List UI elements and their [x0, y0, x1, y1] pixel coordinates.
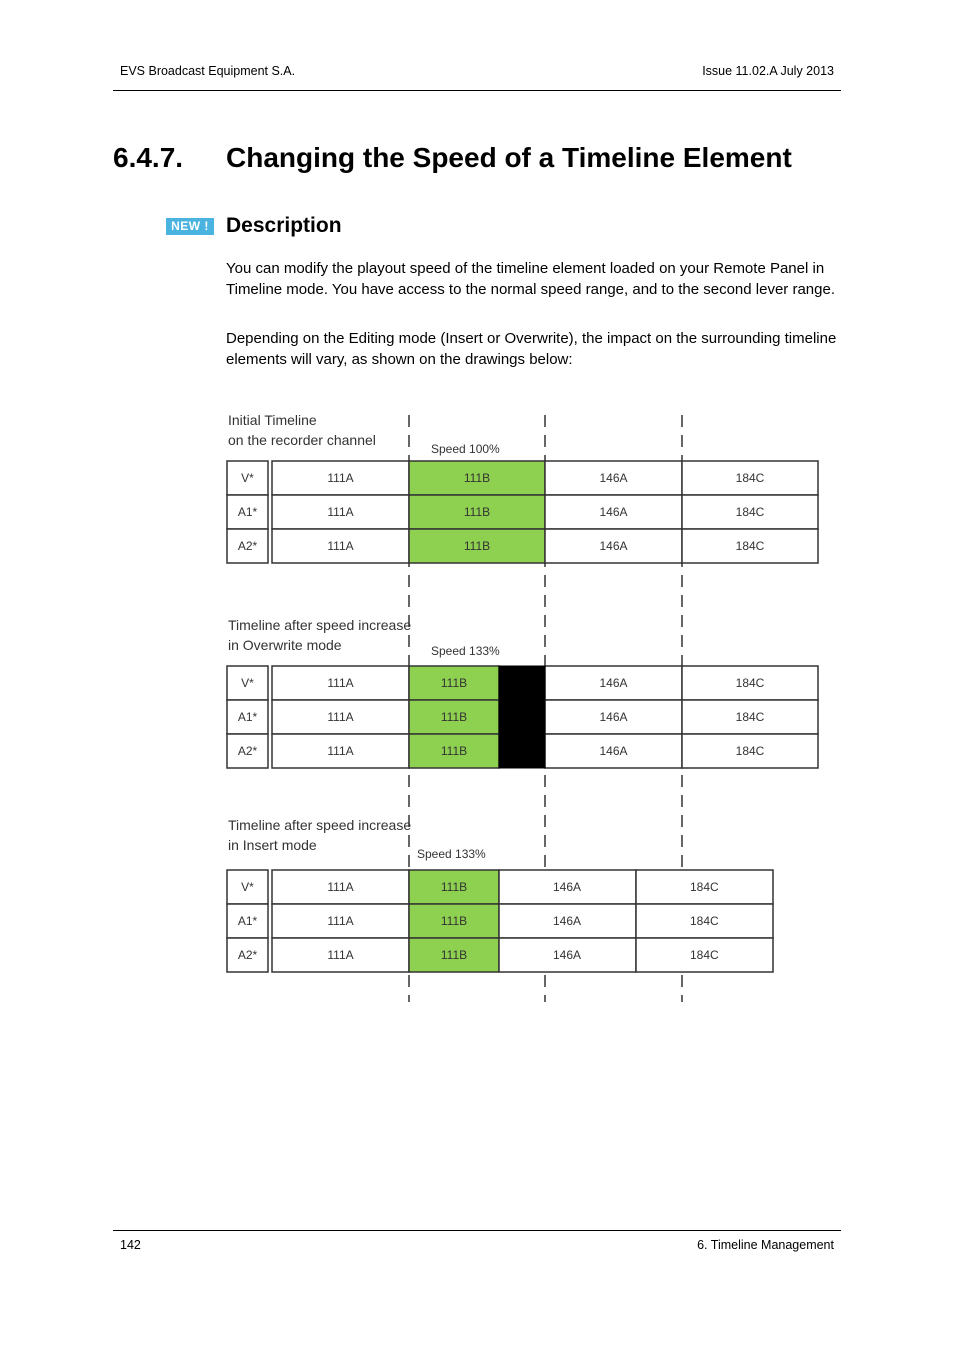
footer-rule [113, 1230, 841, 1231]
panel-3-label-line-2: in Insert mode [228, 837, 317, 853]
panel-1-track-label-2: A1* [237, 505, 258, 519]
panel-3-clip-label-2-1: 111A [327, 914, 354, 928]
panel-2-black-gap-3 [499, 734, 545, 768]
panel-1-speed-label: Speed 100% [431, 442, 500, 456]
panel-3-clip-label-3-3: 146A [553, 948, 582, 962]
panel-2-clip-label-3-4: 184C [735, 744, 765, 758]
panel-1-clip-label-3-3: 146A [599, 539, 628, 553]
panel-2-black-gap-2 [499, 700, 545, 734]
panel-2-clip-label-1-2: 111B [440, 676, 468, 690]
section-title-text: Changing the Speed of a Timeline Element [226, 142, 792, 173]
panel-2-clip-label-2-3: 146A [599, 710, 628, 724]
panel-3-clip-label-2-2: 111B [440, 914, 468, 928]
panel-1-clip-label-1-1: 111A [327, 471, 354, 485]
panel-2-track-label-2: A1* [237, 710, 258, 724]
panel-3-label-line-1: Timeline after speed increase [228, 817, 412, 833]
panel-1-clip-label-1-3: 146A [599, 471, 628, 485]
panel-2-speed-label: Speed 133% [431, 644, 500, 658]
panel-2-clip-label-3-2: 111B [440, 744, 468, 758]
panel-3-speed-label: Speed 133% [417, 847, 486, 861]
panel-2-clip-label-2-2: 111B [440, 710, 468, 724]
header-issue: Issue 11.02.A July 2013 [702, 64, 834, 78]
panel-2-label-line-1: Timeline after speed increase [228, 617, 412, 633]
panel-2-track-label-1: V* [241, 676, 254, 690]
panel-3-clip-label-2-3: 146A [553, 914, 582, 928]
panel-3-clip-label-1-1: 111A [327, 880, 354, 894]
footer-chapter: 6. Timeline Management [697, 1238, 834, 1252]
panel-2-clip-label-3-1: 111A [327, 744, 354, 758]
panel-1-label-line-1: Initial Timeline [228, 412, 317, 428]
panel-2-clip-label-1-1: 111A [327, 676, 354, 690]
panel-1-clip-label-3-1: 111A [327, 539, 354, 553]
panel-3-clip-label-2-4: 184C [690, 914, 719, 928]
panel-3-clip-label-3-2: 111B [440, 948, 468, 962]
panel-3-clip-label-3-4: 184C [690, 948, 719, 962]
panel-1-clip-label-2-4: 184C [735, 505, 765, 519]
panel-3-track-label-3: A2* [237, 948, 258, 962]
paragraph-editing-mode: Depending on the Editing mode (Insert or Overwrite), the impact on the surrounding timeline elements will vary, as shown on the drawings below: [226, 330, 837, 368]
panel-3-track-label-2: A1* [237, 914, 258, 928]
panel-1-label-line-2: on the recorder channel [228, 432, 376, 448]
panel-3-clip-label-1-3: 146A [553, 880, 582, 894]
panel-1-clip-label-2-2: 111B [463, 505, 491, 519]
panel-1-track-label-3: A2* [237, 539, 258, 553]
panel-2-clip-label-1-4: 184C [735, 676, 765, 690]
panel-3-clip-label-3-1: 111A [327, 948, 354, 962]
panel-1-clip-label-3-2: 111B [463, 539, 491, 553]
description-heading: Description [226, 214, 342, 237]
paragraph-speed-intro: You can modify the playout speed of the timeline element loaded on your Remote Panel in Timeline mode. You have access to the normal speed range, and to the second lever range. [226, 260, 835, 298]
panel-2-black-gap-1 [499, 666, 545, 700]
panel-3-clip-label-1-2: 111B [440, 880, 468, 894]
panel-2-track-label-3: A2* [237, 744, 258, 758]
panel-2-clip-label-2-1: 111A [327, 710, 354, 724]
header-company: EVS Broadcast Equipment S.A. [120, 64, 296, 78]
panel-1-clip-label-3-4: 184C [735, 539, 765, 553]
panel-3-track-label-1: V* [241, 880, 254, 894]
panel-2-label-line-2: in Overwrite mode [228, 637, 342, 653]
panel-1-track-label-1: V* [241, 471, 254, 485]
panel-2-clip-label-3-3: 146A [599, 744, 628, 758]
section-number: 6.4.7. [113, 142, 184, 173]
panel-1-clip-label-1-2: 111B [463, 471, 491, 485]
panel-2-clip-label-2-4: 184C [735, 710, 765, 724]
panel-1-clip-label-2-1: 111A [327, 505, 354, 519]
panel-3-clip-label-1-4: 184C [690, 880, 719, 894]
new-badge-icon: NEW ! [166, 218, 214, 235]
panel-1-clip-label-1-4: 184C [735, 471, 765, 485]
panel-2-clip-label-1-3: 146A [599, 676, 628, 690]
panel-1-clip-label-2-3: 146A [599, 505, 628, 519]
footer-page-number: 142 [120, 1238, 141, 1252]
